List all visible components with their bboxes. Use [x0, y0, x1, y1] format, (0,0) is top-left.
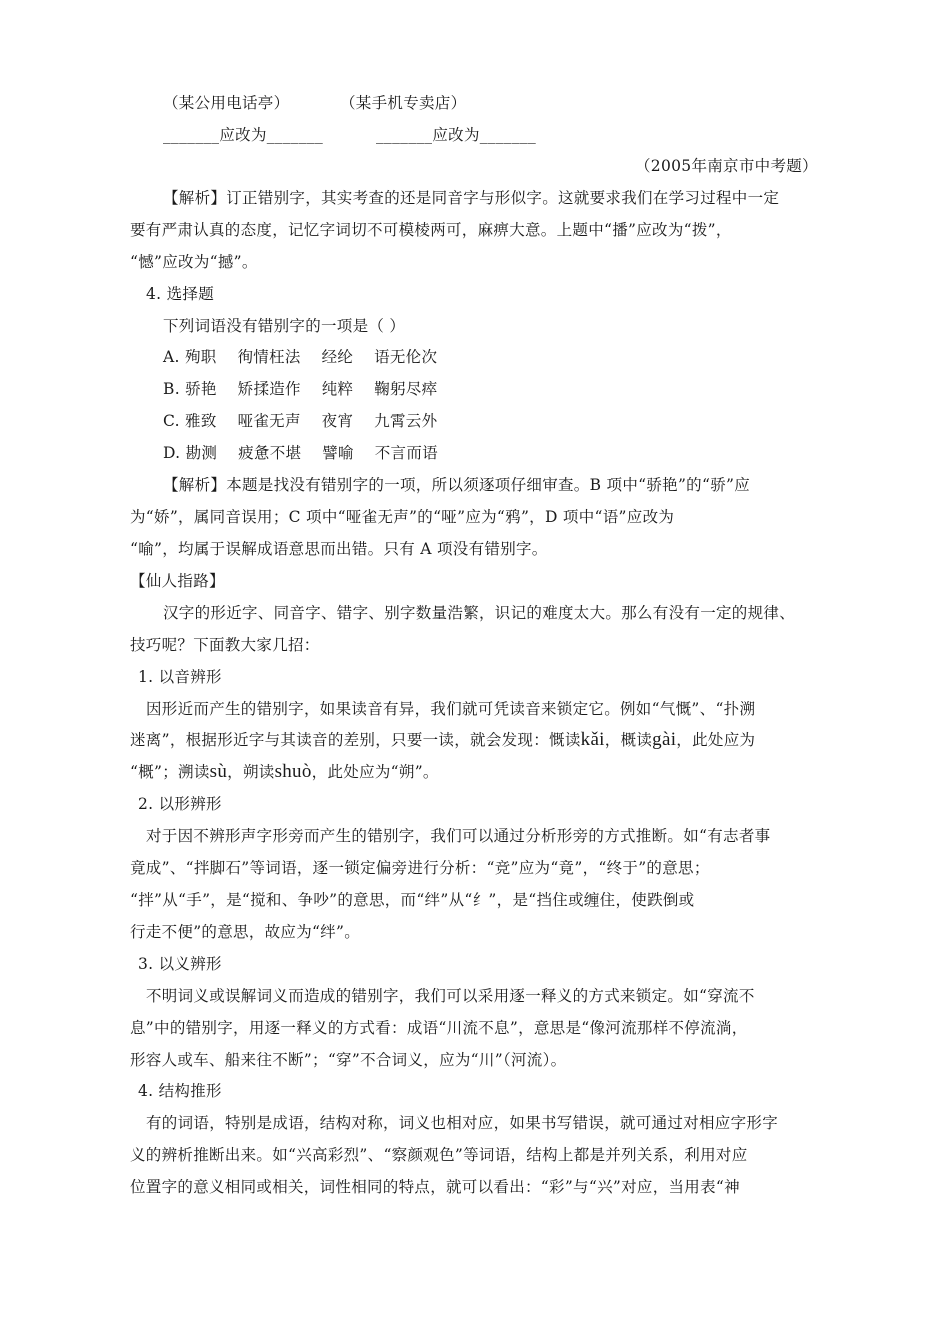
analysis-1-line-3: “憾”应改为“撼”。 — [130, 253, 258, 271]
method-4-line-1: 有的词语，特别是成语，结构对称，词义也相对应，如果书写错误，就可通过对相应字形字 — [146, 1114, 779, 1132]
method-3-line-1: 不明词义或误解词义而造成的错别字，我们可以采用逐一释义的方式来锁定。如“穿流不 — [146, 987, 755, 1005]
option-b: B. 骄艳 矫揉造作 纯粹 鞠躬尽瘁 — [163, 380, 438, 398]
option-c: C. 雅致 哑雀无声 夜宵 九霄云外 — [163, 412, 438, 430]
method-2-line-3: “拌”从“手”，是“搅和、争吵”的意思，而“绊”从“纟”，是“挡住或缠住，使跌倒或 — [130, 891, 695, 909]
question-source: （2005年南京市中考题） — [635, 157, 818, 175]
phone-booth-label: （某公用电话亭） — [163, 94, 290, 112]
method-1-text: ，朔读 — [227, 763, 275, 781]
pinyin-gai: gài — [652, 729, 677, 750]
method-2-line-1: 对于因不辨形声字形旁而产生的错别字，我们可以通过分析形旁的方式推断。如“有志者事 — [146, 827, 771, 845]
method-1-text: ，此处应为 — [676, 731, 756, 749]
method-1-text: “概”；溯读 — [130, 763, 210, 781]
method-2-line-4: 行走不便”的意思，故应为“绊”。 — [130, 923, 361, 941]
method-4-title: 4. 结构推形 — [138, 1082, 222, 1100]
method-3-line-2: 息”中的错别字，用逐一释义的方式看：成语“川流不息”，意思是“像河流那样不停流淌， — [130, 1019, 748, 1037]
method-4-line-3: 位置字的意义相同或相关，词性相同的特点，就可以看出：“彩”与“兴”对应，当用表“神 — [130, 1178, 740, 1196]
tips-heading: 【仙人指路】 — [130, 572, 225, 590]
method-1-line-3 — [130, 761, 439, 783]
pinyin-su: sù — [209, 761, 228, 782]
method-2-line-2: 竟成”、“拌脚石”等词语，逐一锁定偏旁进行分析：“竞”应为“竟”，“终于”的意思； — [130, 859, 710, 877]
question-4-title: 4. 选择题 — [146, 285, 215, 303]
method-1-text: ，概读 — [604, 731, 653, 749]
method-1-title: 1. 以音辨形 — [138, 668, 222, 686]
pinyin-shuo: shuò — [274, 761, 312, 782]
analysis-2-line-3: “喻”，均属于误解成语意思而出错。只有 A 项没有错别字。 — [130, 540, 548, 558]
analysis-2-line-2: 为“娇”，属同音误用；C 项中“哑雀无声”的“哑”应为“鸦”，D 项中“语”应改为 — [130, 508, 675, 526]
method-1-text: ，此处应为“朔”。 — [311, 763, 439, 781]
pinyin-kai: kǎi — [580, 729, 605, 750]
option-d: D. 勘测 疲惫不堪 譬喻 不言而语 — [163, 444, 438, 462]
method-2-title: 2. 以形辨形 — [138, 795, 222, 813]
correction-blank-right: _______应改为_______ — [376, 126, 537, 144]
method-3-title: 3. 以义辨形 — [138, 955, 222, 973]
option-a: A. 殉职 徇情枉法 经纶 语无伦次 — [163, 348, 438, 366]
phone-store-label: （某手机专卖店） — [340, 94, 467, 112]
method-4-line-2: 义的辨析推断出来。如“兴高彩烈”、“察颜观色”等词语，结构上都是并列关系，利用对应 — [130, 1146, 748, 1164]
analysis-2-line-1: 【解析】本题是找没有错别字的一项，所以须逐项仔细审查。B 项中“骄艳”的“骄”应 — [163, 476, 751, 494]
question-4-stem: 下列词语没有错别字的一项是（ ） — [163, 317, 406, 335]
method-1-text: 迷离”，根据形近字与其读音的差别，只要一读，就会发现：慨读 — [130, 731, 581, 749]
tips-intro-line-1: 汉字的形近字、同音字、错字、别字数量浩繁，识记的难度太大。那么有没有一定的规律、 — [163, 604, 796, 622]
method-1-line-1: 因形近而产生的错别字，如果读音有异，我们就可凭读音来锁定它。例如“气慨”、“扑溯 — [146, 700, 756, 718]
analysis-1-line-2: 要有严肃认真的态度，记忆字词切不可模棱两可，麻痹大意。上题中“播”应改为“拨”， — [130, 221, 732, 239]
analysis-1-line-1: 【解析】订正错别字，其实考查的还是同音字与形似字。这就要求我们在学习过程中一定 — [163, 189, 780, 207]
method-1-line-2 — [130, 729, 755, 751]
tips-intro-line-2: 技巧呢？下面教大家几招： — [130, 636, 320, 654]
correction-blank-left: _______应改为_______ — [163, 126, 324, 144]
method-3-line-3: 形容人或车、船来往不断”；“穿”不合词义，应为“川”（河流）。 — [130, 1051, 567, 1069]
